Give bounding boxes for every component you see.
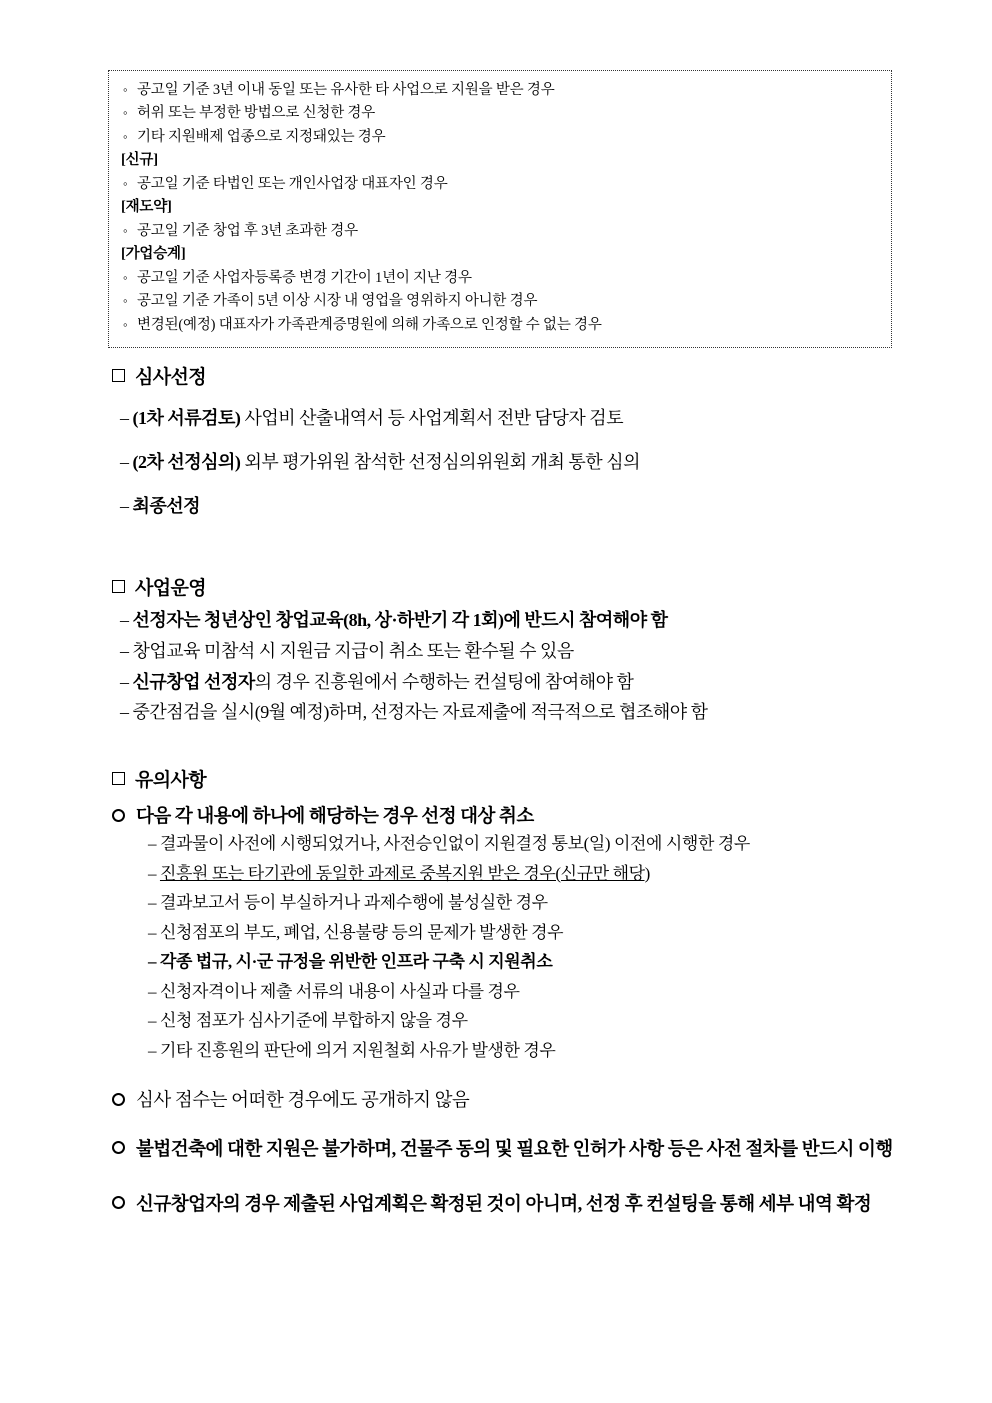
operation-line-3-label: 신규창업 선정자 [132,671,255,692]
cancel-item: – 신청자격이나 제출 서류의 내용이 사실과 다를 경우 [148,981,520,1001]
list-item: ◦ 공고일 기준 창업 후 3년 초과한 경우 [121,220,879,243]
notice-item-score [112,1086,922,1112]
circle-bullet-icon [112,1196,125,1209]
list-item: ◦ 공고일 기준 가족이 5년 이상 시장 내 영업을 영위하지 아니한 경우 [121,290,879,313]
circle-bullet-icon [112,809,125,822]
circle-bullet-icon [112,1141,125,1154]
notice-item-illegal-building [112,1134,922,1166]
review-line-1-label: (1차 서류검토) [132,408,241,429]
cancel-item: – 신청 점포가 심사기준에 부합하지 않을 경우 [148,1011,468,1031]
checkbox-icon [112,772,125,785]
cancel-item: – 기타 진흥원의 판단에 의거 지원철회 사유가 발생한 경우 [148,1040,556,1060]
operation-line-4-text: 중간점검을 실시(9월 예정)하며, 선정자는 자료제출에 적극적으로 협조해야 함 [132,702,708,723]
section-heading-operation [112,573,922,600]
notice-item-new-startup [112,1189,922,1221]
review-line-2-label: (2차 선정심의) [132,452,241,473]
group-heading: [신규] [121,152,158,169]
review-line-1: – (1차 서류검토) 사업비 산출내역서 등 사업계획서 전반 담당자 검토 [120,408,624,429]
operation-line-4: – 중간점검을 실시(9월 예정)하며, 선정자는 자료제출에 적극적으로 협조해야 함 [120,702,708,723]
cancel-item-text: 결과물이 사전에 시행되었거나, 사전승인없이 지원결정 통보(일) 이전에 시행한 경우 [159,834,750,854]
cancel-item-text: 신청자격이나 제출 서류의 내용이 사실과 다를 경우 [159,981,520,1001]
section-heading-review [112,362,922,389]
list-item: ◦ 공고일 기준 3년 이내 동일 또는 유사한 타 사업으로 지원을 받은 경우 [121,79,879,102]
cancel-heading: 다음 각 내용에 하나에 해당하는 경우 선정 대상 취소 [136,807,534,828]
cancel-item-text: 각종 법규, 시·군 규정을 위반한 인프라 구축 시 지원취소 [159,952,553,972]
review-line-3: – 최종선정 [120,496,201,517]
checkbox-icon [112,369,125,382]
group-heading: [재도약] [121,199,172,216]
operation-line-2-text: 창업교육 미참석 시 지원금 지급이 취소 또는 환수될 수 있음 [132,640,574,661]
circle-bullet-icon [112,1093,125,1106]
list-item: ◦ 공고일 기준 타법인 또는 개인사업장 대표자인 경우 [121,173,879,196]
review-line-3-label: 최종선정 [132,496,201,517]
notice-item-text: 불법건축에 대한 지원은 불가하며, 건물주 동의 및 필요한 인허가 사항 등은 사전 절차를 반드시 이행 [136,1140,893,1161]
operation-line-1: – 선정자는 청년상인 창업교육(8h, 상·하반기 각 1회)에 반드시 참여해야 함 [120,610,668,630]
exclusion-criteria-box [108,70,892,348]
list-item: ◦ 허위 또는 부정한 방법으로 신청한 경우 [121,102,879,125]
cancel-heading-row [112,802,922,828]
operation-line-3: – 신규창업 선정자의 경우 진흥원에서 수행하는 컨설팅에 참여해야 함 [120,671,634,692]
list-item: ◦ 변경된(예정) 대표자가 가족관계증명원에 의해 가족으로 인정할 수 없는 경우 [121,314,879,337]
section-title: 심사선정 [135,367,207,389]
operation-line-1-label: 선정자는 청년상인 창업교육(8h, 상·하반기 각 1회)에 반드시 참여해야 함 [132,610,668,630]
cancel-item: – 진흥원 또는 타기관에 동일한 과제로 중복지원 받은 경우(신규만 해당) [148,863,650,883]
checkbox-icon [112,580,125,593]
cancel-item-text: 신청점포의 부도, 폐업, 신용불량 등의 문제가 발생한 경우 [159,922,564,942]
operation-line-2: – 창업교육 미참석 시 지원금 지급이 취소 또는 환수될 수 있음 [120,640,574,661]
cancel-item-text: 신청 점포가 심사기준에 부합하지 않을 경우 [159,1011,468,1031]
review-line-2-text: 외부 평가위원 참석한 선정심의위원회 개최 통한 심의 [240,452,640,473]
cancel-item-text: 기타 진흥원의 판단에 의거 지원철회 사유가 발생한 경우 [159,1040,556,1060]
cancel-item: – 결과물이 사전에 시행되었거나, 사전승인없이 지원결정 통보(일) 이전에 시행한 경우 [148,834,750,854]
cancel-item: – 신청점포의 부도, 폐업, 신용불량 등의 문제가 발생한 경우 [148,922,564,942]
cancel-item: – 각종 법규, 시·군 규정을 위반한 인프라 구축 시 지원취소 [148,952,553,972]
section-title: 유의사항 [135,770,207,792]
section-title: 사업운영 [135,578,207,599]
cancel-item: – 결과보고서 등이 부실하거나 과제수행에 불성실한 경우 [148,893,548,913]
review-line-1-text: 사업비 산출내역서 등 사업계획서 전반 담당자 검토 [240,408,624,429]
cancel-item-text: 진흥원 또는 타기관에 동일한 과제로 중복지원 받은 경우(신규만 해당) [159,863,650,883]
operation-line-3-text: 의 경우 진흥원에서 수행하는 컨설팅에 참여해야 함 [254,671,634,692]
notice-item-text: 심사 점수는 어떠한 경우에도 공개하지 않음 [136,1091,470,1112]
list-item: ◦ 공고일 기준 사업자등록증 변경 기간이 1년이 지난 경우 [121,267,879,290]
group-heading: [가업승계] [121,246,186,263]
notice-item-text: 신규창업자의 경우 제출된 사업계획은 확정된 것이 아니며, 선정 후 컨설팅을 통해 세부 내역 확정 [136,1194,872,1215]
section-heading-notice [112,765,922,792]
cancel-item-text: 결과보고서 등이 부실하거나 과제수행에 불성실한 경우 [159,893,548,913]
list-item: ◦ 기타 지원배제 업종으로 지정돼있는 경우 [121,126,879,149]
review-line-2: – (2차 선정심의) 외부 평가위원 참석한 선정심의위원회 개최 통한 심의 [120,452,640,473]
